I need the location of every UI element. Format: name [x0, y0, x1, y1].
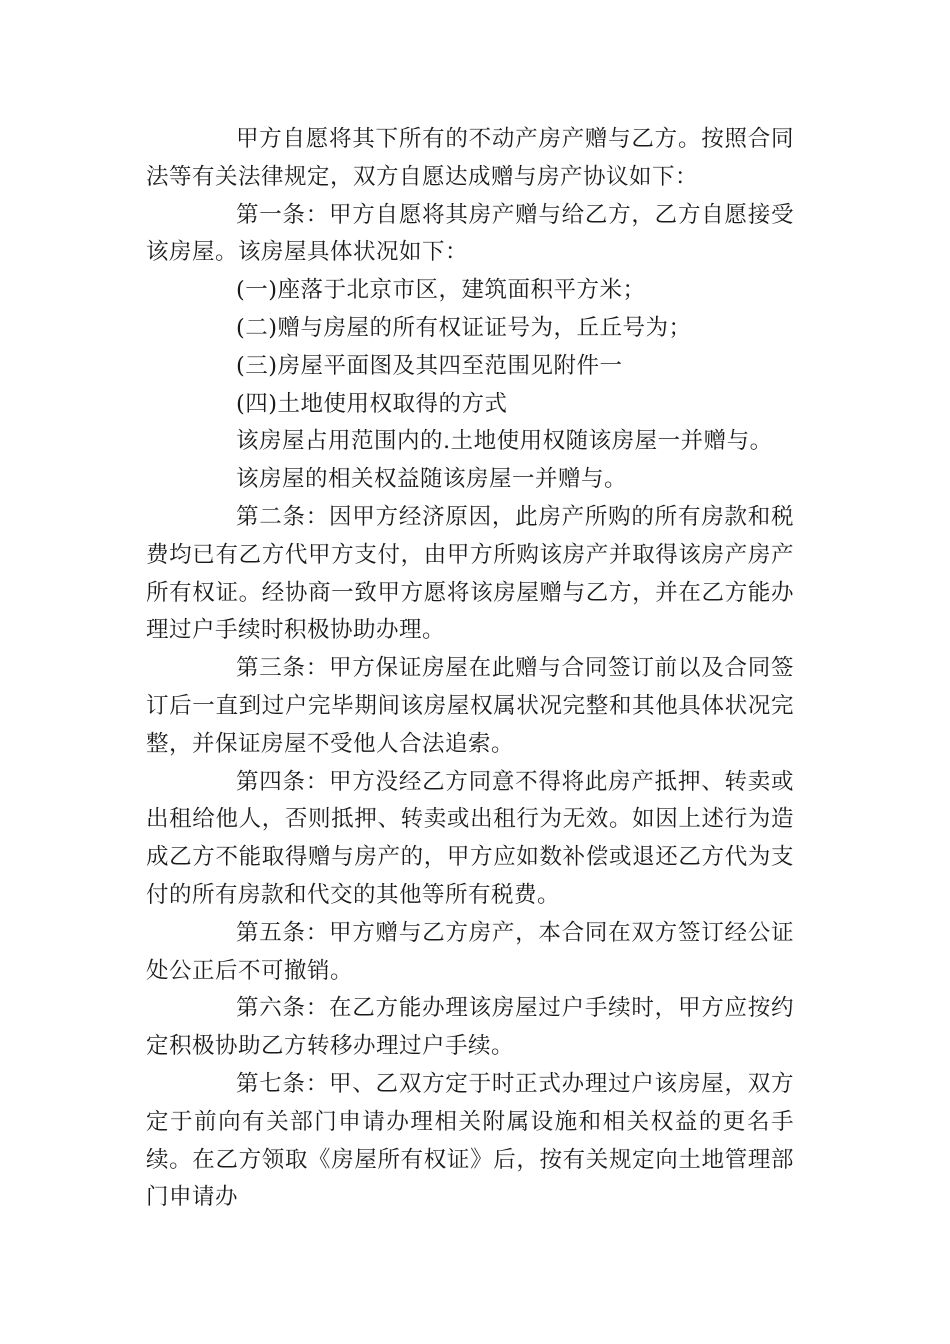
article-4-paragraph: 第四条：甲方没经乙方同意不得将此房产抵押、转卖或出租给他人，否则抵押、转卖或出租行为无效。如因上述行为造成乙方不能取得赠与房产的，甲方应如数补偿或退还乙方代为支付的所有房款和代交的其他等所有税费。 [146, 768, 794, 908]
article-6-paragraph: 第六条：在乙方能办理该房屋过户手续时，甲方应按约定积极协助乙方转移办理过户手续。 [146, 995, 794, 1060]
article-2-paragraph: 第二条：因甲方经济原因，此房产所购的所有房款和税费均已有乙方代甲方支付，由甲方所购该房产并取得该房产房产所有权证。经协商一致甲方愿将该房屋赠与乙方，并在乙方能办理过户手续时积极协助办理。 [146, 503, 794, 644]
related-rights-paragraph: 该房屋的相关权益随该房屋一并赠与。 [236, 466, 628, 493]
article-1-item-3: (三)房屋平面图及其四至范围见附件一 [236, 352, 623, 379]
article-1-item-4: (四)土地使用权取得的方式 [236, 390, 508, 417]
land-use-paragraph: 该房屋占用范围内的.土地使用权随该房屋一并赠与。 [236, 428, 773, 455]
article-5-paragraph: 第五条：甲方赠与乙方房产，本合同在双方签订经公证处公正后不可撤销。 [146, 919, 794, 984]
article-1-paragraph: 第一条：甲方自愿将其房产赠与给乙方，乙方自愿接受该房屋。该房屋具体状况如下： [146, 201, 794, 266]
article-7-paragraph: 第七条：甲、乙双方定于时正式办理过户该房屋，双方定于前向有关部门申请办理相关附属设施和相关权益的更名手续。在乙方领取《房屋所有权证》后，按有关规定向土地管理部门申请办 [146, 1070, 794, 1211]
document-body [146, 121, 794, 1217]
article-1-item-1: (一)座落于北京市区，建筑面积平方米； [236, 277, 646, 304]
article-1-item-2: (二)赠与房屋的所有权证证号为，丘丘号为； [236, 314, 692, 341]
intro-paragraph: 甲方自愿将其下所有的不动产房产赠与乙方。按照合同法等有关法律规定，双方自愿达成赠与房产协议如下： [146, 126, 794, 190]
article-3-paragraph: 第三条：甲方保证房屋在此赠与合同签订前以及合同签订后一直到过户完毕期间该房屋权属状况完整和其他具体状况完整，并保证房屋不受他人合法追索。 [146, 655, 794, 757]
